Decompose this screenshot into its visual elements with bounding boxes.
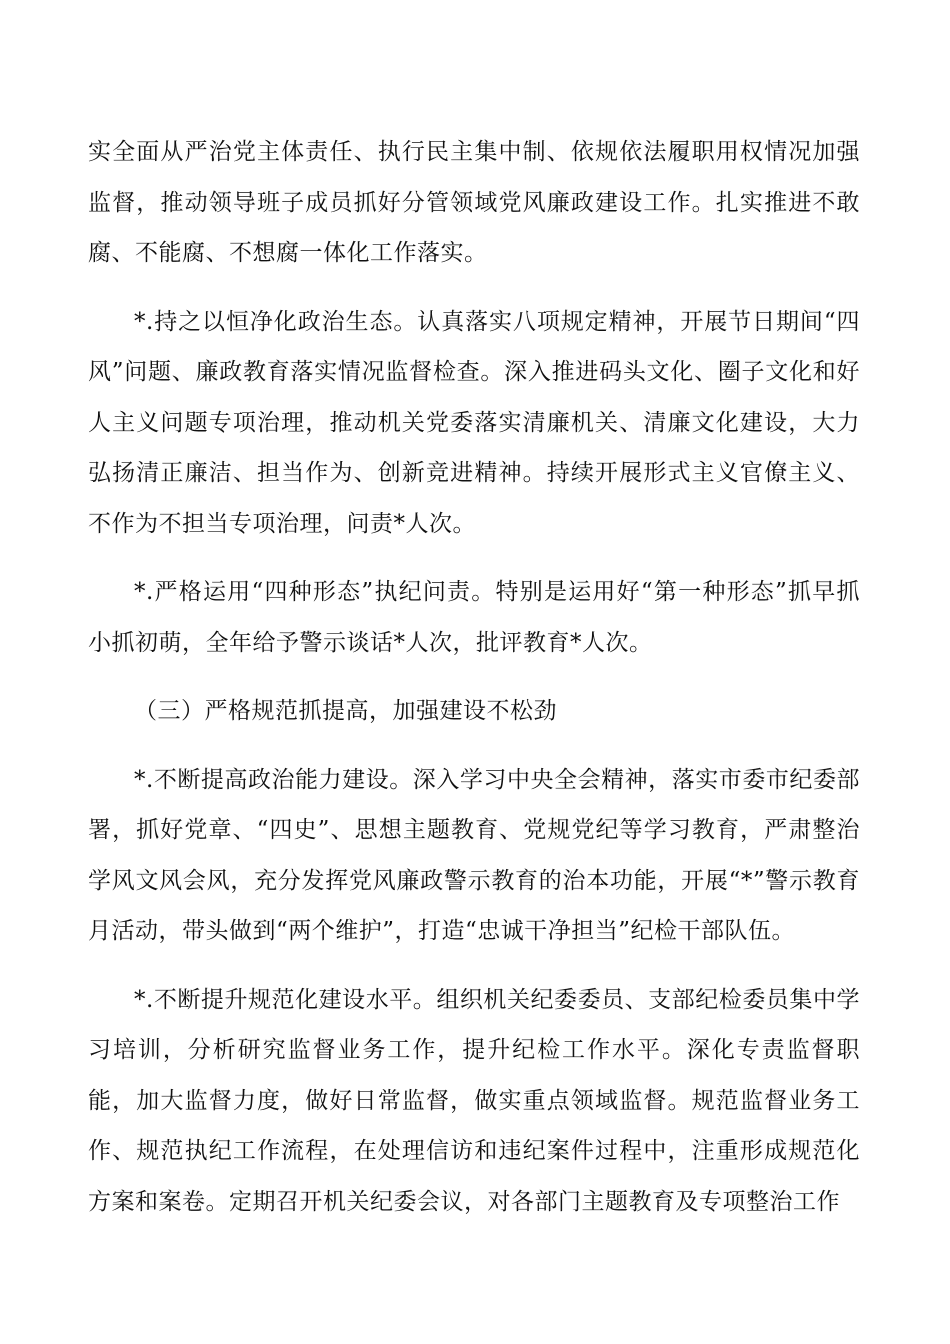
section-heading: （三）严格规范抓提高，加强建设不松劲 xyxy=(134,698,557,724)
paragraph-item: *.不断提高政治能力建设。深入学习中央全会精神，落实市委市纪委部署，抓好党章、“四史”、思想主题教育、党规党纪等学习教育，严肃整治学风文风会风，充分发挥党风廉政警示教育的治本功能，开展“*”警示教育月活动，带头做到“两个维护”，打造“忠诚干净担当”纪检干部队伍。 xyxy=(88,766,860,944)
paragraph-item: *.不断提升规范化建设水平。组织机关纪委委员、支部纪检委员集中学习培训，分析研究监督业务工作，提升纪检工作水平。深化专责监督职能，加大监督力度，做好日常监督，做实重点领域监督。规范监督业务工作、规范执纪工作流程，在处理信访和违纪案件过程中，注重形成规范化方案和案卷。定期召开机关纪委会议，对各部门主题教育及专项整治工作 xyxy=(88,986,860,1215)
paragraph-item: *.持之以恒净化政治生态。认真落实八项规定精神，开展节日期间“四风”问题、廉政教育落实情况监督检查。深入推进码头文化、圈子文化和好人主义问题专项治理，推动机关党委落实清廉机关、清廉文化建设，大力弘扬清正廉洁、担当作为、创新竞进精神。持续开展形式主义官僚主义、不作为不担当专项治理，问责*人次。 xyxy=(88,308,860,537)
paragraph-continuation: 实全面从严治党主体责任、执行民主集中制、依规依法履职用权情况加强监督，推动领导班子成员抓好分管领域党风廉政建设工作。扎实推进不敢腐、不能腐、不想腐一体化工作落实。 xyxy=(88,139,860,266)
document-body xyxy=(88,127,860,1227)
paragraph-item: *.严格运用“四种形态”执纪问责。特别是运用好“第一种形态”抓早抓小抓初萌，全年给予警示谈话*人次，批评教育*人次。 xyxy=(88,579,860,656)
